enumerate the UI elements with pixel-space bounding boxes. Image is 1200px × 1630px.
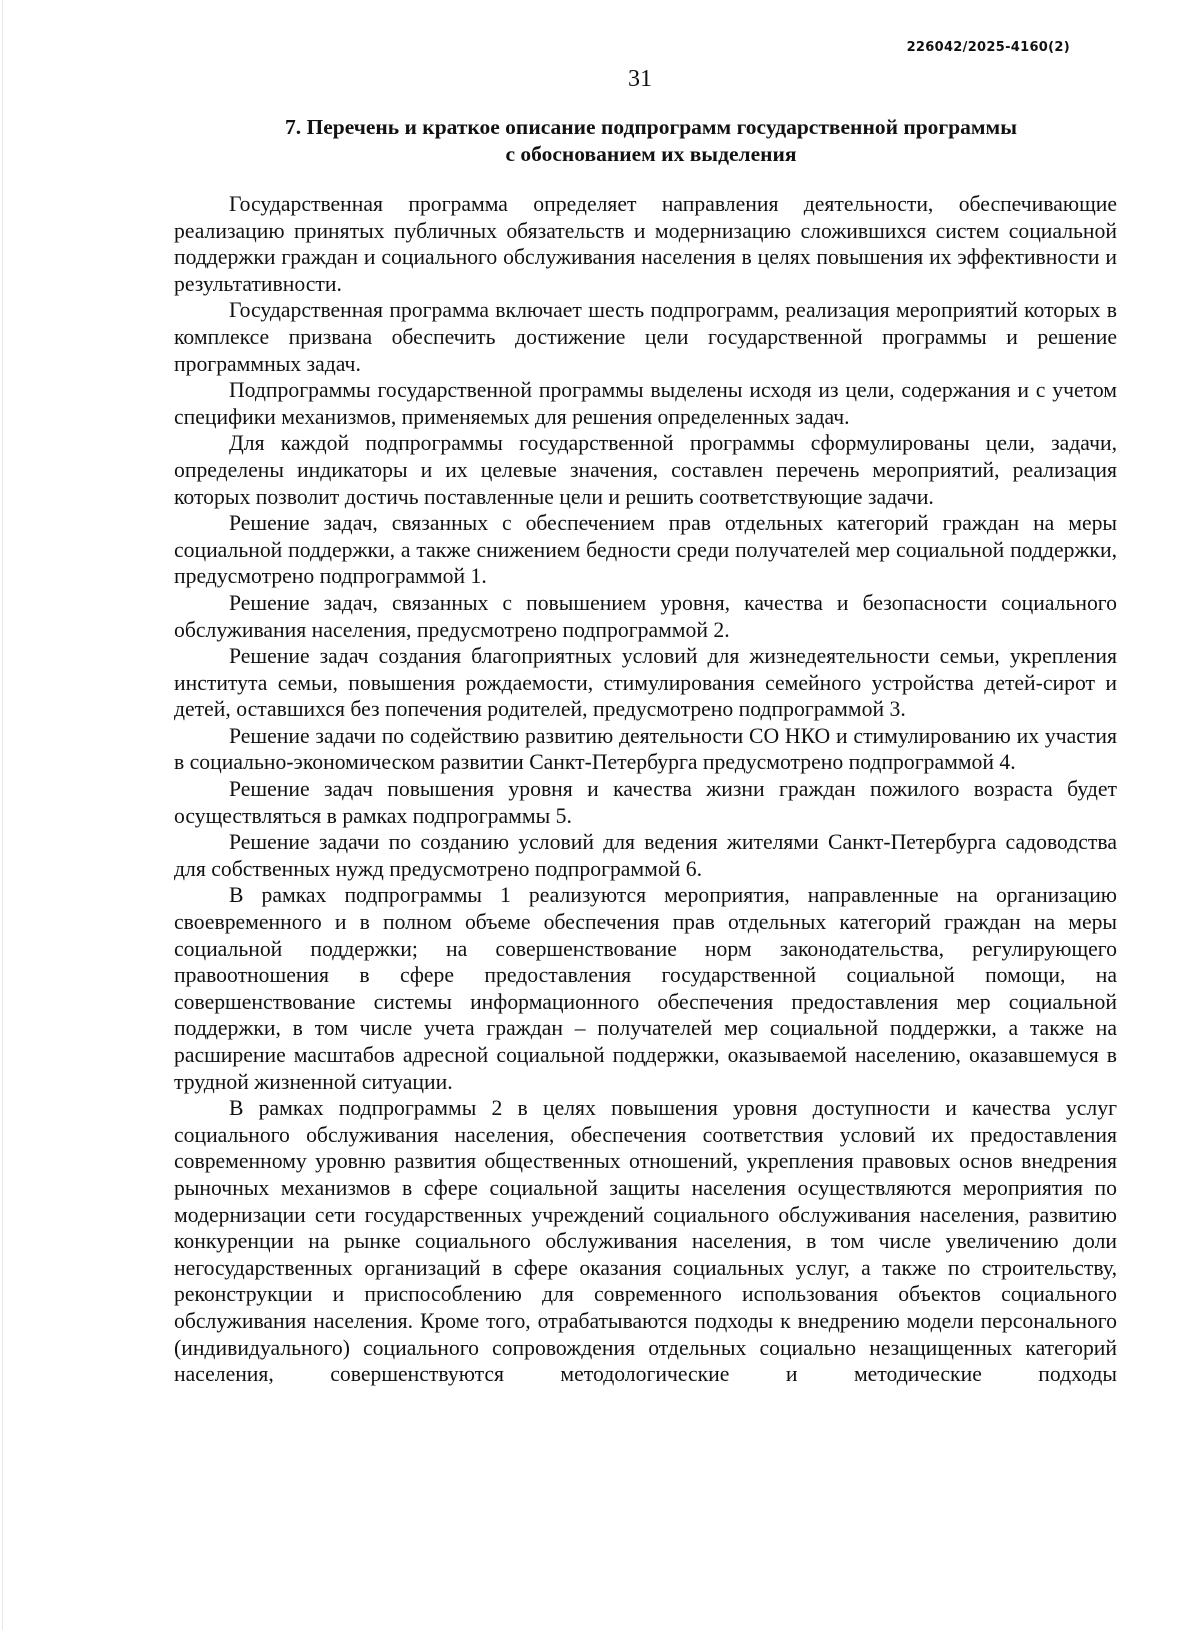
paragraph: Государственная программа включает шесть подпрограмм, реализация мероприятий которых в комплексе призвана обеспечить достижение цели государственной программы и решение программных задач.: [174, 298, 1117, 376]
section-heading-line-2: с обоснованием их выделения: [505, 142, 797, 166]
paragraph: Решение задачи по созданию условий для ведения жителями Санкт-Петербурга садоводства для собственных нужд предусмотрено подпрограммой 6.: [174, 830, 1117, 881]
document-registration-number: 226042/2025-4160(2): [906, 40, 1070, 55]
paragraph: Для каждой подпрограммы государственной программы сформулированы цели, задачи, определены индикаторы и их целевые значения, составлен перечень мероприятий, реализация которых позволит достичь поставленные цели и решить соответствующие задачи.: [174, 431, 1117, 509]
page-number: 31: [628, 66, 652, 92]
document-body: [174, 191, 1117, 1388]
paragraph: Подпрограммы государственной программы выделены исходя из цели, содержания и с учетом специфики механизмов, применяемых для решения определенных задач.: [174, 378, 1117, 429]
paragraph: В рамках подпрограммы 1 реализуются мероприятия, направленные на организацию своевременного и в полном объеме обеспечения прав отдельных категорий граждан на меры социальной поддержки; на совершенствование норм законодательства, регулирующего правоотношения в сфере предоставления государственной социальной помощи, на совершенствование системы информационного обеспечения предоставления мер социальной поддержки, в том числе учета граждан – получателей мер социальной поддержки, а также на расширение масштабов адресной социальной поддержки, оказываемой населению, оказавшемуся в трудной жизненной ситуации.: [174, 883, 1117, 1094]
paragraph: Государственная программа определяет направления деятельности, обеспечивающие реализацию принятых публичных обязательств и модернизацию сложившихся систем социальной поддержки граждан и социального обслуживания населения в целях повышения их эффективности и результативности.: [174, 192, 1117, 296]
section-heading: [176, 114, 1126, 168]
scan-edge-line: [2, 0, 3, 1630]
section-heading-line-1: 7. Перечень и краткое описание подпрограмм государственной программы: [285, 115, 1017, 139]
paragraph: Решение задачи по содействию развитию деятельности СО НКО и стимулированию их участия в социально-экономическом развитии Санкт-Петербурга предусмотрено подпрограммой 4.: [174, 723, 1117, 775]
paragraph: Решение задач, связанных с повышением уровня, качества и безопасности социального обслуживания населения, предусмотрено подпрограммой 2.: [174, 590, 1117, 642]
paragraph: Решение задач создания благоприятных условий для жизнедеятельности семьи, укрепления института семьи, повышения рождаемости, стимулирования семейного устройства детей-сирот и детей, оставшихся без попечения родителей, предусмотрено подпрограммой 3.: [174, 644, 1117, 722]
paragraph: Решение задач, связанных с обеспечением прав отдельных категорий граждан на меры социальной поддержки, а также снижением бедности среди получателей мер социальной поддержки, предусмотрено подпрограммой 1.: [174, 511, 1117, 589]
paragraph: Решение задач повышения уровня и качества жизни граждан пожилого возраста будет осуществляться в рамках подпрограммы 5.: [174, 777, 1117, 828]
paragraph: В рамках подпрограммы 2 в целях повышения уровня доступности и качества услуг социального обслуживания населения, обеспечения соответствия условий их предоставления современному уровню развития общественных отношений, укрепления правовых основ внедрения рыночных механизмов в сфере социальной защиты населения осуществляются мероприятия по модернизации сети государственных учреждений социального обслуживания населения, развитию конкуренции на рынке социального обслуживания населения, в том числе увеличению доли негосударственных организаций в сфере оказания социальных услуг, а также по строительству, реконструкции и приспособлению для современного использования объектов социального обслуживания населения. Кроме того, отрабатываются подходы к внедрению модели персонального (индивидуального) социального сопровождения отдельных социально незащищенных категорий населения, совершенствуются методологические и методические подходы: [174, 1096, 1117, 1387]
